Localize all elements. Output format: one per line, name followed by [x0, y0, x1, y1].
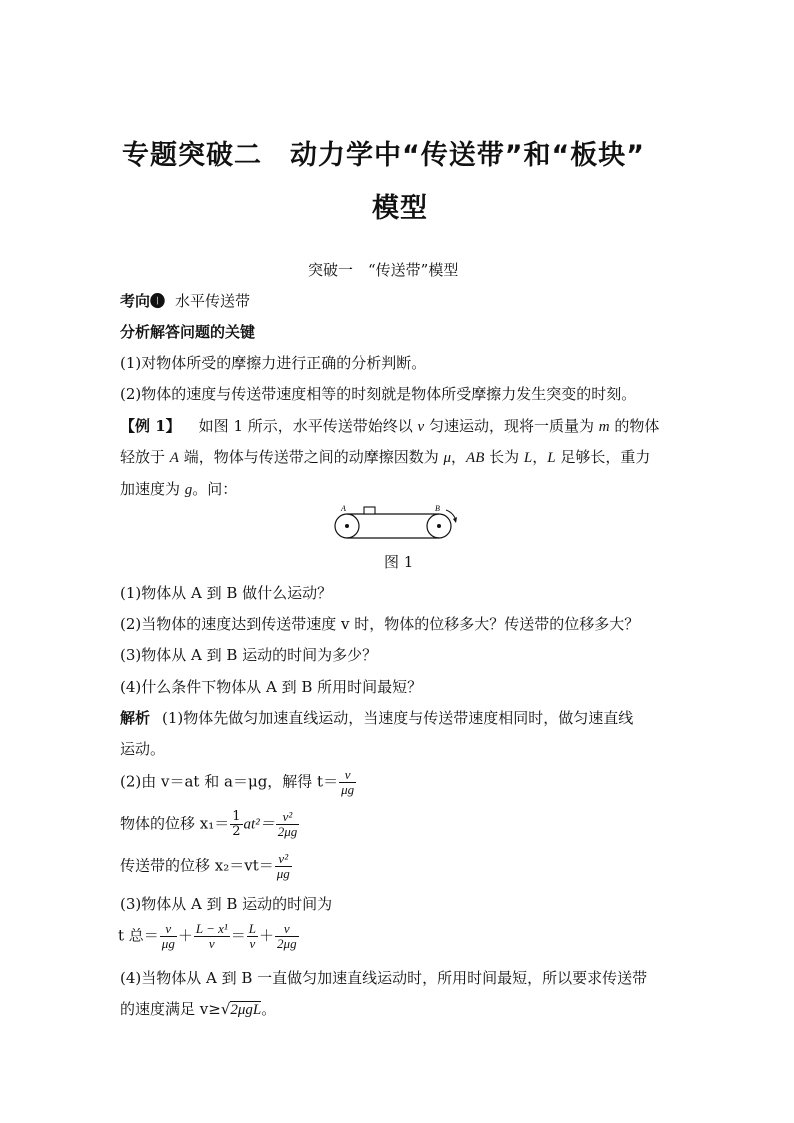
- solution-step-7-continued: 的速度满足 v≥√2μgL。: [120, 1000, 277, 1018]
- example-text: 。问：: [192, 480, 238, 498]
- solution-text: (1)物体先做匀加速直线运动，当速度与传送带速度相同时，做匀速直线: [162, 709, 634, 727]
- fraction-numerator: v: [275, 922, 299, 937]
- key-point-2: (2)物体的速度与传送带速度相等的时刻就是物体所受摩擦力发生突变的时刻。: [120, 385, 637, 403]
- example-text: 长为: [484, 448, 524, 466]
- fraction: [339, 768, 356, 797]
- question-3: (3)物体从 A 到 B 运动的时间为多少？: [120, 646, 378, 664]
- example-text: ，: [451, 448, 467, 466]
- var-v: v: [417, 419, 425, 435]
- fraction-denominator: 2μg: [277, 824, 298, 839]
- solution-text: 物体的位移 x₁＝: [120, 814, 230, 833]
- solution-step-4: [120, 852, 293, 881]
- fraction: [275, 922, 299, 951]
- example-line-3: [120, 479, 237, 500]
- fraction: [275, 852, 292, 881]
- var-g: g: [184, 482, 193, 498]
- fraction: [276, 810, 300, 839]
- equals-sign: ＝: [230, 926, 246, 945]
- page-title: 专题突破二 动力学中“传送带”和“板块”: [122, 140, 645, 171]
- fraction-denominator: μg: [341, 782, 355, 797]
- solution-text: 。: [261, 1000, 277, 1018]
- sqrt-radicand: 2μgL: [230, 1002, 262, 1018]
- fraction-denominator: μg: [161, 936, 175, 951]
- figure-caption: 图 1: [384, 553, 414, 571]
- example-text: 加速度为: [120, 480, 185, 498]
- solution-step-2: [120, 768, 357, 797]
- var-AB: AB: [466, 450, 485, 466]
- solution-text: 传送带的位移 x₂＝vt＝: [120, 856, 274, 875]
- direction-prefix: 考向: [120, 292, 151, 310]
- section-heading: 突破一 “传送带”模型: [308, 261, 459, 279]
- solution-text: t 总＝: [118, 926, 159, 945]
- fraction-denominator: v: [208, 936, 215, 951]
- conveyor-belt-figure: [330, 502, 460, 544]
- example-line-2: [120, 447, 650, 468]
- figure-label-a: A: [341, 504, 346, 513]
- fraction-denominator: 2: [232, 824, 241, 839]
- solution-line-2: 运动。: [120, 740, 166, 758]
- fraction-numerator: L − x¹: [195, 921, 228, 936]
- solution-step-7: (4)当物体从 A 到 B 一直做匀加速直线运动时，所用时间最短，所以要求传送带: [120, 969, 648, 987]
- solution-step-3: [120, 810, 300, 839]
- solution-step-6: [118, 922, 300, 951]
- solution-label: 解析: [120, 709, 151, 727]
- example-text: 匀速运动，现将一质量为: [424, 417, 599, 435]
- fraction-numerator: v²: [276, 810, 300, 825]
- example-text: 端，物体与传送带之间的动摩擦因数为: [178, 448, 444, 466]
- direction-heading: [120, 291, 250, 311]
- fraction: [247, 922, 258, 951]
- fraction-numerator: L: [248, 921, 257, 936]
- fraction-denominator: v: [249, 936, 256, 951]
- direction-text: 水平传送带: [175, 292, 251, 310]
- solution-text: at²＝: [243, 816, 275, 833]
- fraction: [230, 810, 242, 839]
- example-text: 如图 1 所示，水平传送带始终以: [198, 417, 418, 435]
- page-title-continued: 模型: [372, 193, 428, 224]
- plus-sign: ＋: [259, 926, 275, 945]
- example-text: 轻放于: [120, 448, 170, 466]
- solution-text: (2)由 v＝at 和 a＝μg，解得 t＝: [120, 772, 339, 791]
- example-label: 【例 1】: [120, 417, 181, 435]
- example-line-1: [120, 416, 659, 437]
- var-L: L: [547, 450, 556, 466]
- plus-sign: ＋: [177, 926, 193, 945]
- fraction-numerator: v: [339, 768, 356, 783]
- fraction: [194, 922, 230, 951]
- var-A: A: [169, 450, 179, 466]
- fraction-numerator: v: [160, 922, 177, 937]
- solution-line-1: [120, 708, 633, 728]
- example-text: ，: [532, 448, 548, 466]
- fraction-denominator: 2μg: [277, 936, 297, 951]
- fraction-numerator: v²: [275, 852, 292, 867]
- key-heading: 分析解答问题的关键: [120, 323, 256, 341]
- fraction-denominator: μg: [276, 866, 290, 881]
- fraction: [160, 922, 177, 951]
- var-mu: μ: [443, 450, 452, 466]
- var-L: L: [523, 450, 533, 466]
- question-1: (1)物体从 A 到 B 做什么运动？: [120, 584, 333, 602]
- figure-label-b: B: [435, 504, 440, 513]
- example-text: 的物体: [609, 417, 660, 435]
- question-4: (4)什么条件下物体从 A 到 B 所用时间最短？: [120, 678, 423, 696]
- direction-number: ❶: [150, 292, 166, 310]
- var-m: m: [598, 419, 610, 435]
- example-text: 足够长，重力: [555, 448, 651, 466]
- key-point-1: (1)对物体所受的摩擦力进行正确的分析判断。: [120, 354, 427, 372]
- solution-text: 的速度满足 v≥: [120, 1000, 221, 1018]
- solution-step-5: (3)物体从 A 到 B 运动的时间为: [120, 895, 333, 913]
- fraction-numerator: 1: [232, 809, 241, 824]
- question-2: (2)当物体的速度达到传送带速度 v 时，物体的位移多大？传送带的位移多大？: [120, 615, 640, 633]
